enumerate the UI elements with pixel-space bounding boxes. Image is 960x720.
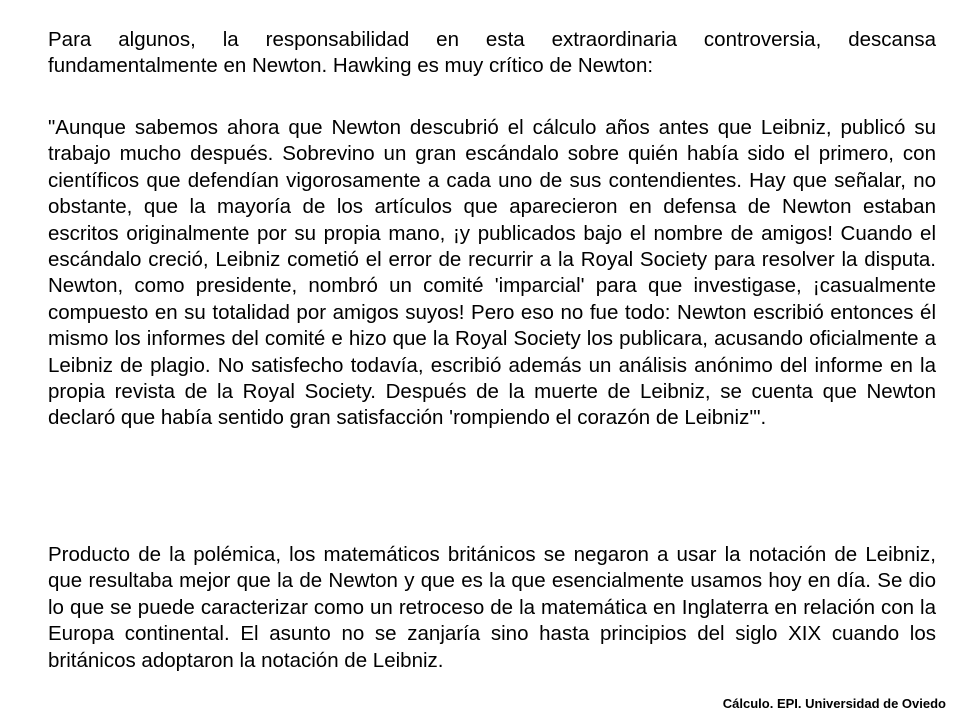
intro-paragraph: Para algunos, la responsabilidad en esta extraordinaria controversia, descansa fundamentalmente en Newton. Hawking es muy crítico de Newton: [48,28,936,78]
consequence-paragraph: Producto de la polémica, los matemáticos británicos se negaron a usar la notación de Leibniz, que resultaba mejor que la de Newton y que es la que esencialmente usamos hoy en día. Se dio lo que se puede caracterizar como un retroceso de la matemática en Inglaterra en relación con la Europa continental. El asunto no se zanjaría sino hasta principios del siglo XIX cuando los británicos adoptaron la notación de Leibniz. [48,543,936,672]
hawking-quote-paragraph: "Aunque sabemos ahora que Newton descubrió el cálculo años antes que Leibniz, publicó su trabajo mucho después. Sobrevino un gran escándalo sobre quién había sido el primero, con científicos que defendían vigorosamente a cada uno de sus contendientes. Hay que señalar, no obstante, que la mayoría de los artículos que aparecieron en defensa de Newton estaban escritos originalmente por su propia mano, ¡y publicados bajo el nombre de amigos! Cuando el escándalo creció, Leibniz cometió el error de recurrir a la Royal Society para resolver la disputa. Newton, como presidente, nombró un comité 'imparcial' para que investigase, ¡casualmente compuesto en su totalidad por amigos suyos! Pero eso no fue todo: Newton escribió entonces él mismo los informes del comité e hizo que la Royal Society los publicara, acusando oficialmente a Leibniz de plagio. No satisfecho todavía, escribió además un análisis anónimo del informe en la propia revista de la Royal Society. Después de la muerte de Leibniz, se cuenta que Newton declaró que había sentido gran satisfacción 'rompiendo el corazón de Leibniz'". [48,116,936,430]
slide-footer: Cálculo. EPI. Universidad de Oviedo [722,696,946,711]
